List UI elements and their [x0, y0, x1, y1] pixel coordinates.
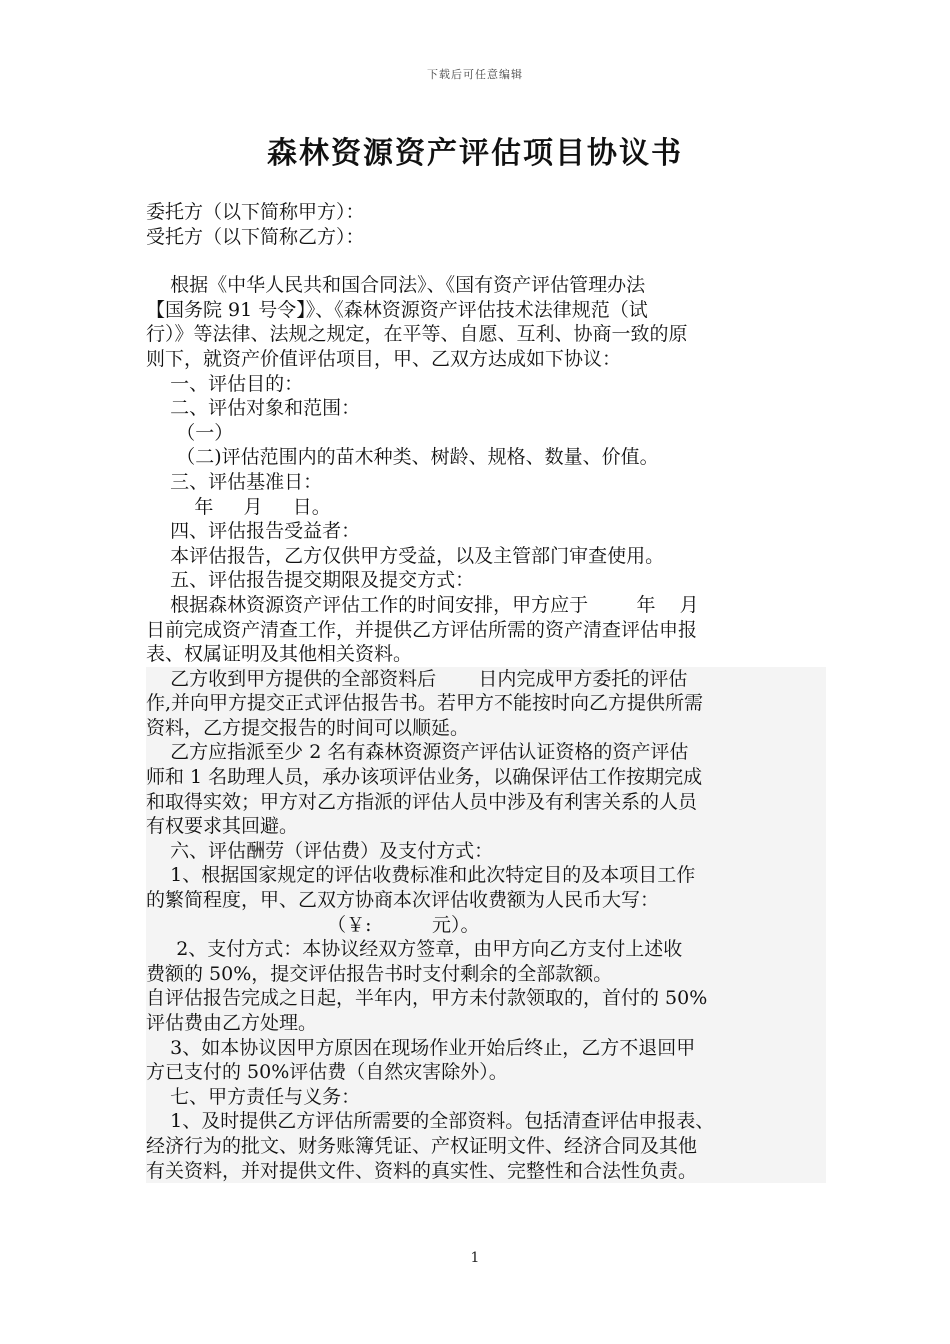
document-body — [146, 200, 826, 1183]
clause-line: 的繁简程度，甲、乙双方协商本次评估收费额为人民币大写： — [146, 888, 826, 913]
clause-line: 师和 1 名助理人员，承办该项评估业务，以确保评估工作按期完成 — [146, 765, 826, 790]
section-heading: 一、评估目的： — [146, 372, 304, 395]
party-agent: 受托方（以下简称乙方）： — [146, 225, 365, 248]
clause-line: 年 月 日。 — [146, 495, 331, 518]
document-title: 森林资源资产评估项目协议书 — [267, 136, 683, 171]
page-number: 1 — [470, 1250, 480, 1266]
clause-line: 1、及时提供乙方评估所需要的全部资料。包括清查评估申报表、 — [146, 1109, 826, 1134]
section-heading: 五、评估报告提交期限及提交方式： — [146, 569, 475, 592]
section-heading: 三、评估基准日： — [146, 470, 323, 493]
clause-line: 2、支付方式：本协议经双方签章，由甲方向乙方支付上述收 — [146, 937, 826, 962]
section-heading: 六、评估酬劳（评估费）及支付方式： — [146, 839, 826, 864]
clause-line: 评估费由乙方处理。 — [146, 1011, 826, 1036]
preamble-line: 【国务院 91 号令】》、《森林资源资产评估技术法律规范（试 — [146, 298, 648, 321]
clause-line: 1、根据国家规定的评估收费标准和此次特定目的及本项目工作 — [146, 863, 826, 888]
preamble-line: 根据《中华人民共和国合同法》、《国有资产评估管理办法 — [146, 274, 646, 297]
clause-line: 费额的 50%，提交评估报告书时支付剩余的全部款额。 — [146, 962, 826, 987]
clause-line: 自评估报告完成之日起，半年内，甲方未付款领取的，首付的 50% — [146, 986, 826, 1011]
paragraph-gap — [146, 249, 826, 273]
clause-line: 有权要求其回避。 — [146, 814, 826, 839]
clause-line: 根据森林资源资产评估工作的时间安排，甲方应于 年 月 — [146, 593, 699, 616]
clause-line: （二)评估范围内的苗木种类、树龄、规格、数量、价值。 — [146, 446, 659, 469]
clause-line: （一） — [146, 421, 234, 444]
clause-line: 作,并向甲方提交正式评估报告书。若甲方不能按时向乙方提供所需 — [146, 691, 826, 716]
clause-line: 和取得实效；甲方对乙方指派的评估人员中涉及有利害关系的人员 — [146, 790, 826, 815]
party-principal: 委托方（以下简称甲方）： — [146, 201, 365, 223]
clause-line: 资料，乙方提交报告的时间可以顺延。 — [146, 716, 826, 741]
preamble-line: 则下，就资产价值评估项目，甲、乙双方达成如下协议： — [146, 347, 622, 370]
clause-line: 乙方收到甲方提供的全部资料后 日内完成甲方委托的评估 — [146, 667, 826, 692]
section-heading: 七、甲方责任与义务： — [146, 1085, 826, 1110]
clause-line: 日前完成资产清查工作，并提供乙方评估所需的资产清查评估申报 — [146, 618, 698, 641]
clause-line: 乙方应指派至少 2 名有森林资源资产评估认证资格的资产评估 — [146, 740, 826, 765]
section-heading: 四、评估报告受益者： — [146, 520, 361, 543]
section-heading: 二、评估对象和范围： — [146, 397, 361, 420]
clause-line: 表、权属证明及其他相关资料。 — [146, 643, 413, 666]
fee-amount-line: （￥: 元）。 — [146, 913, 826, 938]
clause-line: 本评估报告，乙方仅供甲方受益，以及主管部门审查使用。 — [146, 544, 665, 567]
clause-line: 3、如本协议因甲方原因在现场作业开始后终止，乙方不退回甲 — [146, 1036, 826, 1061]
clause-line: 经济行为的批文、财务账簿凭证、产权证明文件、经济合同及其他 — [146, 1134, 826, 1159]
clause-line: 方已支付的 50%评估费（自然灾害除外）。 — [146, 1060, 826, 1085]
page-header: 下载后可任意编辑 — [427, 68, 523, 81]
preamble-line: 行）》等法律、法规之规定，在平等、自愿、互利、协商一致的原 — [146, 323, 688, 346]
clause-line: 有关资料，并对提供文件、资料的真实性、完整性和合法性负责。 — [146, 1159, 826, 1184]
